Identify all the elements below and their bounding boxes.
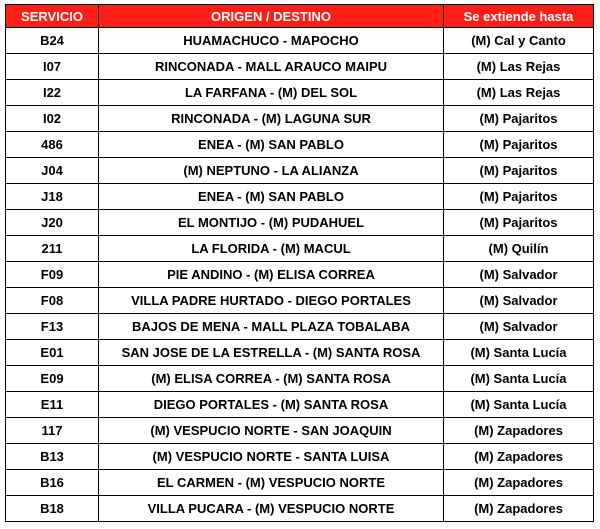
- table-row: [6, 210, 594, 236]
- cell-origen-destino: SAN JOSE DE LA ESTRELLA - (M) SANTA ROSA: [99, 340, 444, 366]
- routes-table-container: [5, 4, 593, 522]
- cell-servicio: J04: [6, 158, 99, 184]
- cell-servicio: E11: [6, 392, 99, 418]
- header-servicio: SERVICIO: [6, 5, 99, 28]
- cell-servicio: F08: [6, 288, 99, 314]
- table-row: [6, 470, 594, 496]
- cell-se-extiende-hasta: (M) Zapadores: [444, 470, 594, 496]
- cell-se-extiende-hasta: (M) Pajaritos: [444, 210, 594, 236]
- cell-origen-destino: (M) VESPUCIO NORTE - SAN JOAQUIN: [99, 418, 444, 444]
- cell-se-extiende-hasta: (M) Salvador: [444, 288, 594, 314]
- cell-servicio: J18: [6, 184, 99, 210]
- cell-servicio: 117: [6, 418, 99, 444]
- cell-se-extiende-hasta: (M) Salvador: [444, 314, 594, 340]
- cell-origen-destino: RINCONADA - MALL ARAUCO MAIPU: [99, 54, 444, 80]
- cell-servicio: B24: [6, 28, 99, 54]
- cell-origen-destino: VILLA PADRE HURTADO - DIEGO PORTALES: [99, 288, 444, 314]
- table-row: [6, 236, 594, 262]
- table-row: [6, 444, 594, 470]
- table-row: [6, 80, 594, 106]
- cell-se-extiende-hasta: (M) Salvador: [444, 262, 594, 288]
- table-row: [6, 262, 594, 288]
- cell-origen-destino: ENEA - (M) SAN PABLO: [99, 132, 444, 158]
- header-row: [6, 5, 594, 28]
- cell-servicio: I02: [6, 106, 99, 132]
- table-row: [6, 392, 594, 418]
- cell-servicio: I22: [6, 80, 99, 106]
- table-row: [6, 366, 594, 392]
- cell-origen-destino: ENEA - (M) SAN PABLO: [99, 184, 444, 210]
- cell-se-extiende-hasta: (M) Pajaritos: [444, 132, 594, 158]
- cell-servicio: B13: [6, 444, 99, 470]
- routes-table: [5, 4, 594, 522]
- table-row: [6, 288, 594, 314]
- cell-origen-destino: VILLA PUCARA - (M) VESPUCIO NORTE: [99, 496, 444, 522]
- table-row: [6, 314, 594, 340]
- table-row: [6, 496, 594, 522]
- table-row: [6, 184, 594, 210]
- cell-servicio: J20: [6, 210, 99, 236]
- cell-servicio: 211: [6, 236, 99, 262]
- cell-servicio: E09: [6, 366, 99, 392]
- cell-se-extiende-hasta: (M) Santa Lucía: [444, 366, 594, 392]
- cell-origen-destino: RINCONADA - (M) LAGUNA SUR: [99, 106, 444, 132]
- cell-origen-destino: (M) ELISA CORREA - (M) SANTA ROSA: [99, 366, 444, 392]
- table-body: [6, 28, 594, 522]
- cell-origen-destino: LA FLORIDA - (M) MACUL: [99, 236, 444, 262]
- header-se-extiende-hasta: Se extiende hasta: [444, 5, 594, 28]
- cell-se-extiende-hasta: (M) Cal y Canto: [444, 28, 594, 54]
- cell-origen-destino: LA FARFANA - (M) DEL SOL: [99, 80, 444, 106]
- cell-se-extiende-hasta: (M) Zapadores: [444, 444, 594, 470]
- cell-se-extiende-hasta: (M) Santa Lucía: [444, 392, 594, 418]
- cell-se-extiende-hasta: (M) Pajaritos: [444, 106, 594, 132]
- cell-se-extiende-hasta: (M) Las Rejas: [444, 54, 594, 80]
- cell-se-extiende-hasta: (M) Santa Lucía: [444, 340, 594, 366]
- header-origen-destino: ORIGEN / DESTINO: [99, 5, 444, 28]
- cell-se-extiende-hasta: (M) Pajaritos: [444, 158, 594, 184]
- cell-servicio: 486: [6, 132, 99, 158]
- cell-servicio: F13: [6, 314, 99, 340]
- table-header: [6, 5, 594, 28]
- table-row: [6, 28, 594, 54]
- cell-origen-destino: PIE ANDINO - (M) ELISA CORREA: [99, 262, 444, 288]
- table-row: [6, 340, 594, 366]
- cell-origen-destino: DIEGO PORTALES - (M) SANTA ROSA: [99, 392, 444, 418]
- cell-se-extiende-hasta: (M) Quilín: [444, 236, 594, 262]
- table-row: [6, 132, 594, 158]
- cell-se-extiende-hasta: (M) Zapadores: [444, 496, 594, 522]
- cell-origen-destino: HUAMACHUCO - MAPOCHO: [99, 28, 444, 54]
- cell-origen-destino: EL MONTIJO - (M) PUDAHUEL: [99, 210, 444, 236]
- cell-origen-destino: BAJOS DE MENA - MALL PLAZA TOBALABA: [99, 314, 444, 340]
- cell-se-extiende-hasta: (M) Zapadores: [444, 418, 594, 444]
- cell-origen-destino: (M) NEPTUNO - LA ALIANZA: [99, 158, 444, 184]
- table-row: [6, 54, 594, 80]
- cell-servicio: F09: [6, 262, 99, 288]
- table-row: [6, 418, 594, 444]
- cell-servicio: B16: [6, 470, 99, 496]
- cell-servicio: I07: [6, 54, 99, 80]
- cell-origen-destino: EL CARMEN - (M) VESPUCIO NORTE: [99, 470, 444, 496]
- cell-servicio: E01: [6, 340, 99, 366]
- cell-servicio: B18: [6, 496, 99, 522]
- table-row: [6, 158, 594, 184]
- table-row: [6, 106, 594, 132]
- cell-se-extiende-hasta: (M) Pajaritos: [444, 184, 594, 210]
- cell-se-extiende-hasta: (M) Las Rejas: [444, 80, 594, 106]
- cell-origen-destino: (M) VESPUCIO NORTE - SANTA LUISA: [99, 444, 444, 470]
